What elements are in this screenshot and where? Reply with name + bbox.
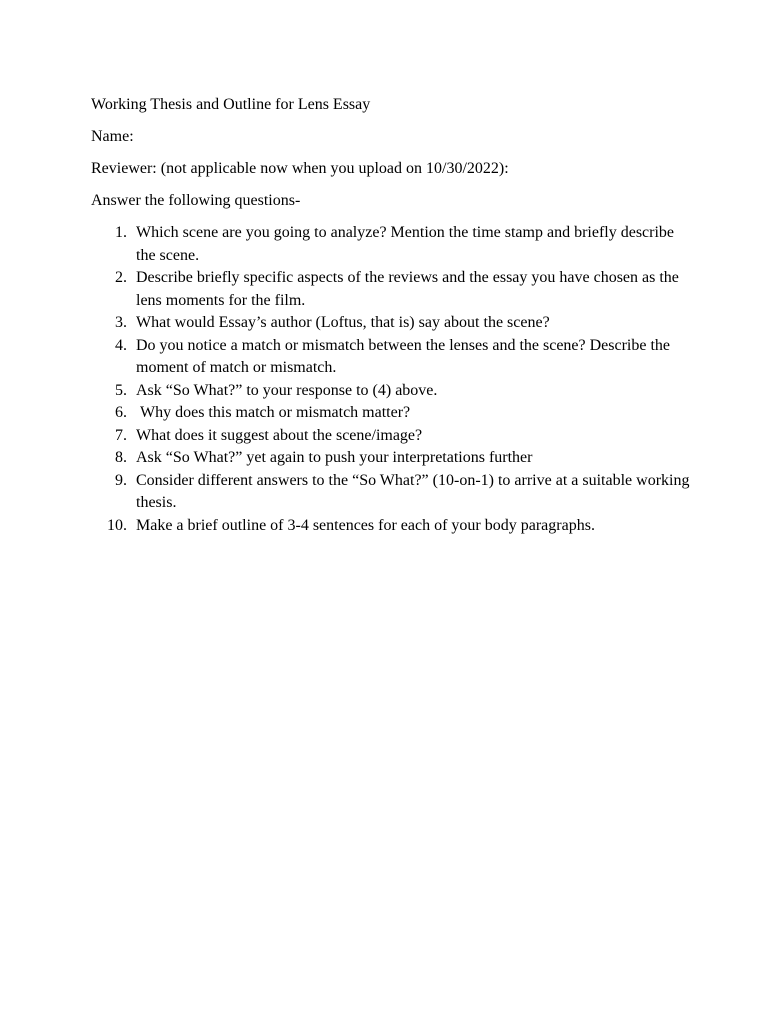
list-item [91, 222, 691, 267]
reviewer-label: Reviewer: (not applicable now when you upload on 10/30/2022): [91, 160, 509, 177]
list-item [91, 470, 694, 515]
list-item-number: 10. [107, 516, 127, 534]
list-item-number: 8. [115, 449, 127, 466]
list-item-number: 1. [115, 224, 127, 241]
list-item-text: What does it suggest about the scene/image? [136, 426, 423, 444]
list-item-number: 7. [115, 426, 127, 444]
list-item-text: Ask “So What?” yet again to push your interpretations further [136, 449, 533, 466]
list-item-number: 4. [115, 336, 127, 354]
document-title: Working Thesis and Outline for Lens Essay [91, 96, 371, 113]
list-item-text: Why does this match or mismatch matter? [136, 404, 411, 421]
list-item-text: Make a brief outline of 3-4 sentences for each of your body paragraphs. [136, 516, 595, 534]
list-item-text: Which scene are you going to analyze? Mention the time stamp and briefly describe the scene. [136, 224, 679, 264]
list-item-number: 3. [115, 314, 127, 331]
list-item-text: Describe briefly specific aspects of the reviews and the essay you have chosen as the lens moments for the film. [136, 269, 683, 309]
list-item [91, 402, 691, 425]
instructions-text: Answer the following questions- [91, 192, 301, 209]
list-item-number: 6. [115, 404, 127, 421]
list-item [91, 515, 691, 538]
list-item-text: Do you notice a match or mismatch between the lenses and the scene? Describe the moment of match or mismatch. [136, 336, 675, 376]
list-item-text: Ask “So What?” to your response to (4) above. [136, 381, 438, 399]
list-item-text: Consider different answers to the “So What?” (10-on-1) to arrive at a suitable working thesis. [136, 471, 694, 511]
document-body [91, 94, 694, 537]
list-item [91, 425, 691, 448]
list-item-number: 2. [115, 269, 127, 286]
list-item-number: 5. [115, 381, 127, 399]
list-item-text: What would Essay’s author (Loftus, that is) say about the scene? [136, 314, 550, 331]
question-list [91, 222, 694, 537]
list-item [91, 380, 691, 403]
list-item [91, 267, 691, 312]
list-item [91, 447, 691, 470]
list-item [91, 335, 691, 380]
list-item [91, 312, 691, 335]
name-label: Name: [91, 128, 134, 145]
list-item-number: 9. [115, 471, 127, 489]
